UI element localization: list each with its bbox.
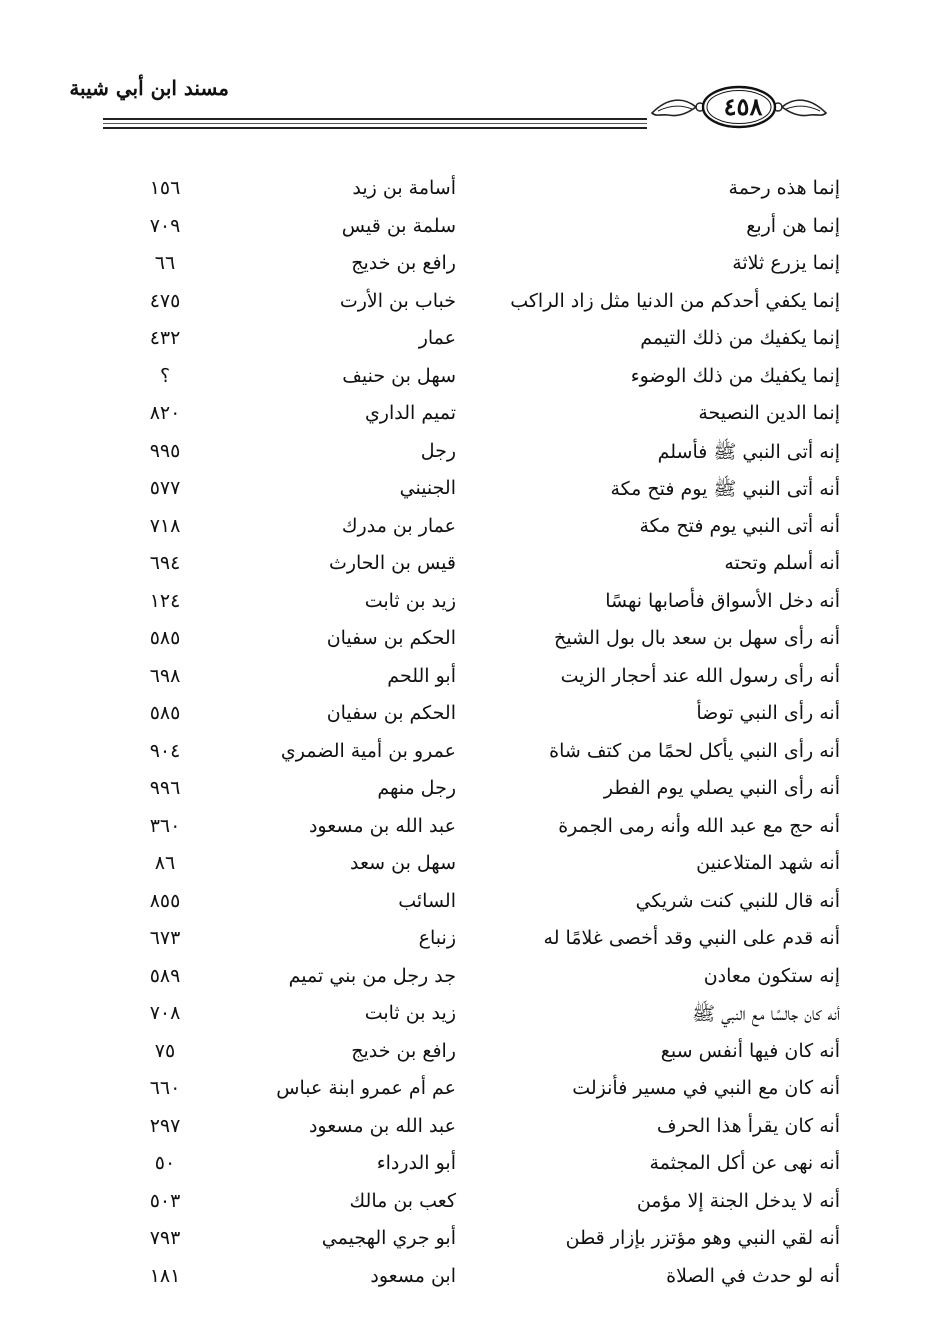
hadith-number: ٦٦ — [154, 252, 176, 274]
hadith-phrase: أنه أسلم وتحته — [724, 552, 840, 574]
index-row — [110, 284, 840, 322]
hadith-number: ٩٠٤ — [149, 739, 181, 762]
hadith-number: ١٥٦ — [149, 177, 181, 199]
hadith-number: ٥٠٣ — [149, 1189, 181, 1212]
index-row — [110, 734, 840, 772]
hadith-number: ٢٩٧ — [149, 1114, 181, 1137]
hadith-phrase: أنه لقي النبي وهو مؤتزر بإزار قطن — [565, 1227, 840, 1249]
hadith-phrase: أنه رأى رسول الله عند أحجار الزيت — [560, 664, 840, 687]
hadith-phrase: أنه أتى النبي ﷺ يوم فتح مكة — [610, 478, 840, 500]
hadith-number: ٧٩٣ — [149, 1227, 181, 1249]
hadith-phrase: أنه رأى النبي توضأ — [696, 702, 840, 724]
narrator-name: أسامة بن زيد — [352, 177, 456, 199]
index-row — [110, 321, 840, 359]
narrator-name: كعب بن مالك — [349, 1189, 456, 1212]
hadith-phrase: إنه أتى النبي ﷺ فأسلم — [657, 440, 840, 463]
hadith-phrase: أنه أتى النبي يوم فتح مكة — [639, 514, 840, 537]
index-row — [110, 246, 840, 284]
header-rule-top — [103, 118, 647, 120]
narrator-name: رافع بن خديج — [351, 1039, 456, 1062]
hadith-phrase: أنه كان يقرأ هذا الحرف — [656, 1114, 840, 1137]
hadith-phrase: إنما الدين النصيحة — [698, 402, 840, 424]
hadith-number: ٧٥ — [154, 1039, 176, 1062]
hadith-phrase: أنه قال للنبي كنت شريكي — [635, 889, 840, 912]
narrator-name: عبد الله بن مسعود — [308, 1114, 456, 1137]
narrator-name: عمرو بن أمية الضمري — [280, 739, 456, 762]
index-row — [110, 471, 840, 509]
hadith-number: ٥٨٩ — [149, 964, 181, 987]
header-rule-middle — [103, 123, 647, 124]
narrator-name: ابن مسعود — [370, 1264, 456, 1287]
index-row — [110, 171, 840, 209]
narrator-name: عبد الله بن مسعود — [308, 814, 456, 837]
index-row — [110, 1184, 840, 1222]
header-rule-bottom — [103, 127, 647, 129]
book-title: مسند ابن أبي شيبة — [69, 76, 229, 100]
hadith-number: ٥٨٥ — [149, 627, 181, 649]
index-row — [110, 809, 840, 847]
hadith-phrase: أنه لو حدث في الصلاة — [666, 1264, 840, 1287]
hadith-number: ٤٣٢ — [149, 327, 181, 349]
hadith-number: ٩٩٥ — [149, 439, 181, 462]
narrator-name: زيد بن ثابت — [364, 589, 456, 612]
narrator-name: سهل بن سعد — [350, 852, 456, 874]
hadith-phrase: إنما هذه رحمة — [728, 177, 840, 199]
index-row — [110, 1259, 840, 1297]
hadith-phrase: أنه نهى عن أكل المجثمة — [649, 1152, 840, 1174]
hadith-number: ٨٥٥ — [149, 889, 181, 912]
hadith-number: ٧٠٨ — [149, 1002, 181, 1024]
hadith-phrase: إنه ستكون معادن — [703, 964, 840, 987]
narrator-name: تميم الداري — [364, 402, 456, 424]
hadith-number: ٣٦٠ — [149, 814, 181, 837]
index-row — [110, 1109, 840, 1147]
index-row — [110, 1146, 840, 1184]
hadith-number: ٥٨٥ — [149, 702, 181, 724]
index-row — [110, 359, 840, 397]
page-number: ٤٥٨ — [723, 92, 763, 121]
hadith-number: ٨٦ — [154, 852, 176, 874]
index-row — [110, 546, 840, 584]
narrator-name: عمار بن مدرك — [341, 514, 456, 537]
hadith-phrase: أنه كان جالسًا مع النبي ﷺ — [692, 1003, 840, 1025]
narrator-name: أبو جري الهجيمي — [321, 1227, 456, 1249]
narrator-name: الحكم بن سفيان — [326, 627, 456, 649]
index-row — [110, 1034, 840, 1072]
hadith-number: ٦٩٤ — [149, 552, 181, 574]
hadith-phrase: أنه رأى سهل بن سعد بال بول الشيخ — [553, 627, 840, 649]
narrator-name: خباب بن الأرت — [339, 289, 456, 312]
index-row — [110, 584, 840, 622]
hadith-phrase: أنه رأى النبي يأكل لحمًا من كتف شاة — [549, 739, 840, 762]
hadith-phrase: إنما يزرع ثلاثة — [732, 252, 840, 274]
index-row — [110, 696, 840, 734]
narrator-name: قيس بن الحارث — [328, 552, 456, 574]
hadith-phrase: أنه كان مع النبي في مسير فأنزلت — [572, 1077, 840, 1099]
narrator-name: سهل بن حنيف — [342, 364, 456, 387]
hadith-phrase: إنما هن أربع — [746, 214, 840, 237]
hadith-number: ٥٧٧ — [149, 477, 181, 499]
hadith-phrase: أنه رأى النبي يصلي يوم الفطر — [603, 777, 840, 799]
index-row — [110, 209, 840, 247]
index-list — [110, 171, 840, 1296]
narrator-name: رجل — [420, 439, 456, 462]
index-row — [110, 434, 840, 472]
narrator-name: زيد بن ثابت — [364, 1002, 456, 1024]
index-row — [110, 921, 840, 959]
hadith-number: ٤٧٥ — [149, 289, 181, 312]
hadith-phrase: إنما يكفيك من ذلك التيمم — [640, 327, 840, 349]
narrator-name: سلمة بن قيس — [341, 214, 456, 237]
narrator-name: عمار — [418, 327, 456, 349]
index-row — [110, 659, 840, 697]
hadith-number: ٦٩٨ — [149, 664, 181, 687]
hadith-number: ٥٠ — [154, 1152, 176, 1174]
index-row — [110, 771, 840, 809]
hadith-number: ٦٧٣ — [149, 927, 181, 949]
hadith-number: ؟ — [159, 364, 171, 387]
narrator-name: السائب — [398, 889, 456, 912]
hadith-number: ٧٠٩ — [149, 214, 181, 237]
index-row — [110, 996, 840, 1034]
narrator-name: عم أم عمرو ابنة عباس — [276, 1077, 456, 1099]
index-row — [110, 884, 840, 922]
hadith-number: ١٨١ — [149, 1264, 181, 1287]
narrator-name: رافع بن خديج — [351, 252, 456, 274]
narrator-name: جد رجل من بني تميم — [288, 964, 456, 987]
hadith-number: ٦٦٠ — [149, 1077, 181, 1099]
index-row — [110, 959, 840, 997]
hadith-phrase: أنه دخل الأسواق فأصابها نهسًا — [605, 589, 840, 612]
index-row — [110, 846, 840, 884]
hadith-phrase: أنه كان فيها أنفس سبع — [660, 1039, 840, 1062]
hadith-phrase: أنه قدم على النبي وقد أخصى غلامًا له — [543, 927, 840, 949]
hadith-number: ٧١٨ — [149, 514, 181, 537]
narrator-name: زنباع — [418, 927, 456, 949]
index-row — [110, 1221, 840, 1259]
index-row — [110, 396, 840, 434]
narrator-name: أبو اللحم — [387, 664, 456, 687]
hadith-number: ١٢٤ — [149, 589, 181, 612]
hadith-phrase: أنه لا يدخل الجنة إلا مؤمن — [636, 1189, 840, 1212]
index-row — [110, 509, 840, 547]
index-row — [110, 621, 840, 659]
hadith-phrase: إنما يكفي أحدكم من الدنيا مثل زاد الراكب — [510, 289, 840, 312]
hadith-phrase: أنه حج مع عبد الله وأنه رمى الجمرة — [558, 814, 840, 837]
narrator-name: رجل منهم — [377, 777, 456, 799]
hadith-phrase: إنما يكفيك من ذلك الوضوء — [630, 364, 840, 387]
narrator-name: أبو الدرداء — [376, 1152, 456, 1174]
narrator-name: الحكم بن سفيان — [326, 702, 456, 724]
hadith-phrase: أنه شهد المتلاعنين — [696, 852, 840, 874]
hadith-number: ٩٩٦ — [149, 777, 181, 799]
hadith-number: ٨٢٠ — [149, 402, 181, 424]
narrator-name: الجنيني — [399, 477, 456, 499]
index-row — [110, 1071, 840, 1109]
